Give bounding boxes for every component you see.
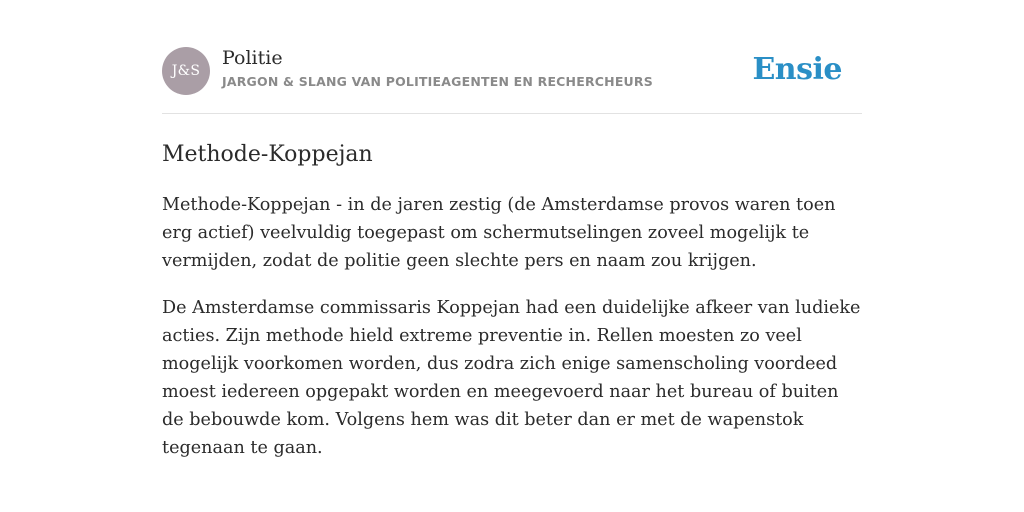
page-content [162,0,862,481]
header [162,0,862,114]
term-title: Methode-Koppejan [162,142,373,167]
category-subtitle: JARGON & SLANG VAN POLITIEAGENTEN EN RECHERCHEURS [222,74,653,89]
category-title[interactable]: Politie [222,47,283,69]
definition-body [162,191,862,462]
category-avatar[interactable]: J&S [162,47,210,95]
definition-paragraph-2: De Amsterdamse commissaris Koppejan had een duidelijke afkeer van ludieke acties. Zijn methode hield extreme preventie in. Rellen moesten zo veel mogelijk voorkomen worden, dus zodra zich enige samenscholing voordeed moest iedereen opgepakt worden en meegevoerd naar het bureau of buiten de bebouwde kom. Volgens hem was dit beter dan er met de wapenstok tegenaan te gaan. [162,298,861,458]
definition-paragraph-1: Methode-Koppejan - in de jaren zestig (de Amsterdamse provos waren toen erg actief) veelvuldig toegepast om schermutselingen zoveel mogelijk te vermijden, zodat de politie geen slechte pers en naam zou krijgen. [162,195,836,271]
ensie-logo[interactable]: Ensie [752,52,842,87]
